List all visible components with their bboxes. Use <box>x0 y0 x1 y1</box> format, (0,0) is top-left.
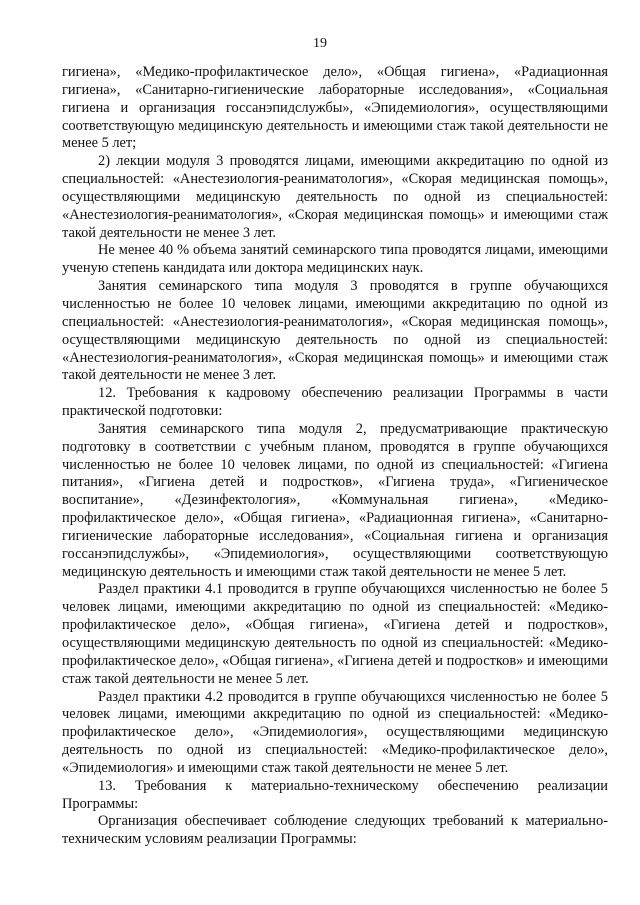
paragraph-lectures-module-3: 2) лекции модуля 3 проводятся лицами, имеющими аккредитацию по одной из специальностей: «Анестезиология-реаниматология», «Скорая медицинская помощь», осуществляющими медицинскую деятельность по одной из специальностей: «Анестезиология-реаниматология», «Скорая медицинская помощь» и имеющими стаж такой деятельности не менее 3 лет. <box>62 153 608 241</box>
paragraph-practice-4-2: Раздел практики 4.2 проводится в группе обучающихся численностью не более 5 человек лицами, имеющими аккредитацию по одной из специальностей: «Медико-профилактическое дело», «Эпидемиология», осуществляющими медицинскую деятельность по одной из специальностей: «Медико-профилактическое дело», «Эпидемиология» и имеющими стаж такой деятельности не менее 5 лет. <box>62 688 608 776</box>
paragraph-organization-requirements: Организация обеспечивает соблюдение следующих требований к материально-техническим условиям реализации Программы: <box>62 813 608 848</box>
paragraph-seminar-module-2: Занятия семинарского типа модуля 2, предусматривающие практическую подготовку в соответствии с учебным планом, проводятся в группе обучающихся численностью не более 10 человек лицами, по одной из специальностей: «Гигиена питания», «Гигиена детей и подростков», «Гигиена труда», «Гигиеническое воспитание», «Дезинфектология», «Коммунальная гигиена», «Медико-профилактическое дело», «Общая гигиена», «Радиационная гигиена», «Санитарно-гигиенические лабораторные исследования», «Социальная гигиена и организация госсанэпидслужбы», «Эпидемиология», осуществляющими соответствующую медицинскую деятельность и имеющими стаж такой деятельности не менее 5 лет. <box>62 420 608 580</box>
section-13-heading: 13. Требования к материально-техническому обеспечению реализации Программы: <box>62 777 608 812</box>
paragraph-seminar-module-3: Занятия семинарского типа модуля 3 проводятся в группе обучающихся численностью не более 10 человек лицами, имеющими аккредитацию по одной из специальностей: «Анестезиология-реаниматология», «Скорая медицинская помощь», осуществляющими медицинскую деятельность по одной из специальностей: «Анестезиология-реаниматология», «Скорая медицинская помощь» и имеющими стаж такой деятельности не менее 3 лет. <box>62 278 608 384</box>
paragraph-seminar-share: Не менее 40 % объема занятий семинарского типа проводятся лицами, имеющими ученую степень кандидата или доктора медицинских наук. <box>62 242 608 277</box>
section-12-heading: 12. Требования к кадровому обеспечению реализации Программы в части практической подготовки: <box>62 385 608 420</box>
document-body <box>62 64 608 849</box>
paragraph-continuation: гигиена», «Медико-профилактическое дело», «Общая гигиена», «Радиационная гигиена», «Санитарно-гигиенические лабораторные исследования», «Социальная гигиена и организация госсанэпидслужбы», «Эпидемиология», осуществляющими соответствующую медицинскую деятельность и имеющими стаж такой деятельности не менее 5 лет; <box>62 64 608 152</box>
paragraph-practice-4-1: Раздел практики 4.1 проводится в группе обучающихся численностью не более 5 человек лицами, имеющими аккредитацию по одной из специальностей: «Медико-профилактическое дело», «Общая гигиена», «Гигиена детей и подростков», осуществляющими медицинскую деятельность по одной из специальностей: «Медико-профилактическое дело», «Общая гигиена», «Гигиена детей и подростков» и имеющими стаж такой деятельности не менее 5 лет. <box>62 581 608 687</box>
page-number: 19 <box>313 36 327 51</box>
